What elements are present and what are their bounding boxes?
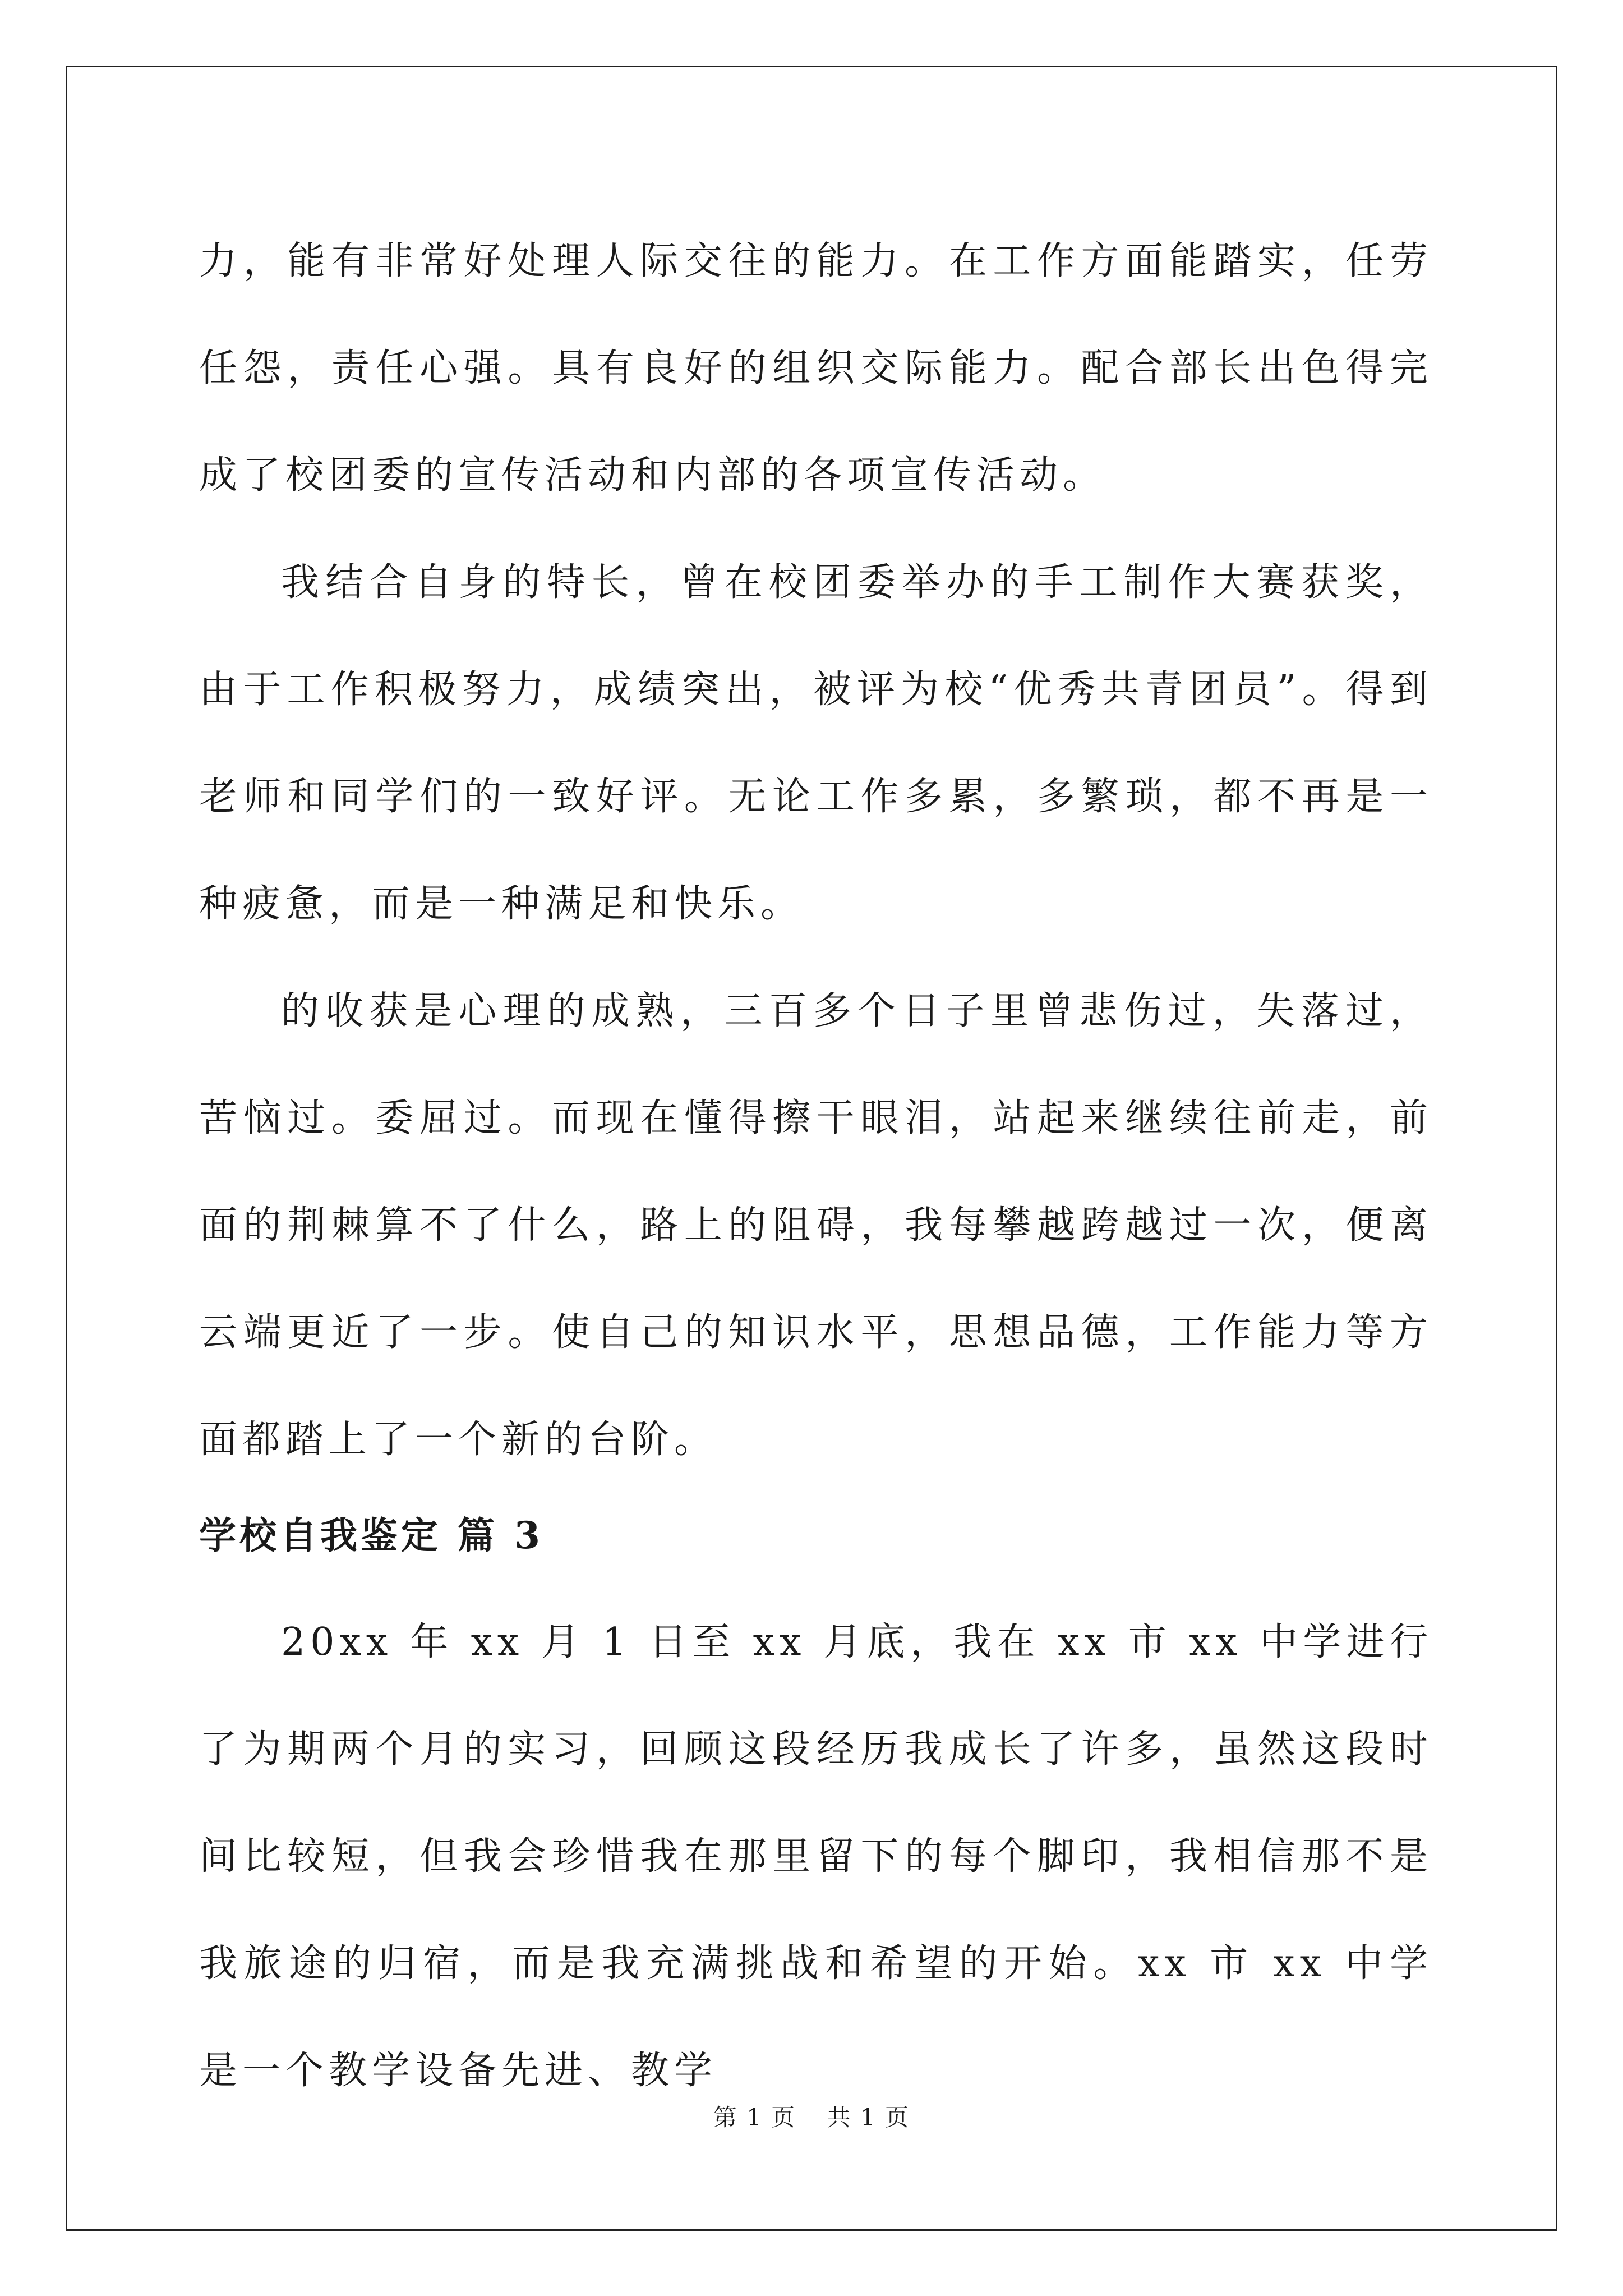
page-number-total: 共 1 页 bbox=[827, 2104, 910, 2131]
section-heading: 学校自我鉴定 篇 3 bbox=[199, 1513, 543, 1557]
paragraph-2: 我结合自身的特长，曾在校团委举办的手工制作大赛获奖，由于工作积极努力，成绩突出，被评为校“优秀共青团员”。得到老师和同学们的一致好评。无论工作多累，多繁琐，都不再是一种疲惫，而是一种满足和快乐。 bbox=[199, 560, 1433, 926]
paragraph-3: 的收获是心理的成熟，三百多个日子里曾悲伤过，失落过，苦恼过。委屈过。而现在懂得擦干眼泪，站起来继续往前走，前面的荆棘算不了什么，路上的阻碍，我每攀越跨越过一次，便离云端更近了一步。使自己的知识水平，思想品德，工作能力等方面都踏上了一个新的台阶。 bbox=[199, 989, 1433, 1462]
page-footer bbox=[0, 2099, 1623, 2133]
paragraph-1: 力，能有非常好处理人际交往的能力。在工作方面能踏实，任劳任怨，责任心强。具有良好的组织交际能力。配合部长出色得完成了校团委的宣传活动和内部的各项宣传活动。 bbox=[199, 239, 1433, 498]
section-paragraph-1: 20xx 年 xx 月 1 日至 xx 月底，我在 xx 市 xx 中学进行了为期两个月的实习，回顾这段经历我成长了许多，虽然这段时间比较短，但我会珍惜我在那里留下的每个脚印，我相信那不是我旅途的归宿，而是我充满挑战和希望的开始。xx 市 xx 中学是一个教学设备先进、教学 bbox=[199, 1620, 1433, 2093]
page-number-current: 第 1 页 bbox=[713, 2104, 796, 2131]
document-body bbox=[199, 208, 1433, 2124]
